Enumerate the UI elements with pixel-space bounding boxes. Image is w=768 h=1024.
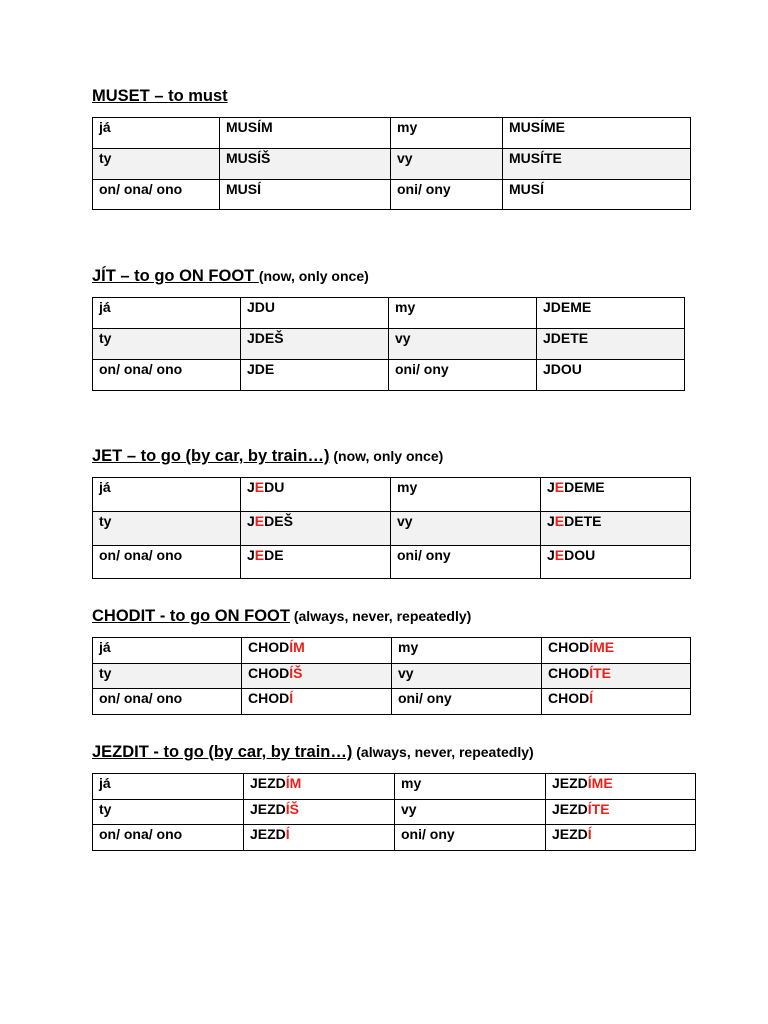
pronoun-cell: já bbox=[93, 118, 220, 149]
verb-form-cell: MUSÍŠ bbox=[220, 149, 391, 180]
ending-highlight: ÍTE bbox=[587, 801, 610, 817]
pronoun-cell: oni/ ony bbox=[391, 180, 503, 210]
verb-form-cell: CHODÍ bbox=[242, 689, 392, 715]
pronoun-cell: oni/ ony bbox=[392, 689, 542, 715]
pronoun-cell: on/ ona/ ono bbox=[93, 546, 241, 579]
stem-change-highlight: E bbox=[554, 547, 565, 563]
verb-form-cell: JDEŠ bbox=[241, 329, 389, 360]
verb-form-cell: JEDEŠ bbox=[241, 512, 391, 546]
verb-form-cell: MUSÍME bbox=[503, 118, 691, 149]
ending-highlight: Í bbox=[285, 826, 290, 842]
pronoun-cell: vy bbox=[392, 664, 542, 689]
pronoun-cell: oni/ ony bbox=[391, 546, 541, 579]
conjugation-table-muset bbox=[92, 117, 691, 210]
pronoun-cell: my bbox=[395, 774, 546, 800]
verb-title: CHODIT - to go ON FOOT bbox=[92, 607, 290, 625]
verb-form-cell: JEZDÍM bbox=[244, 774, 395, 800]
verb-form-cell: CHODÍŠ bbox=[242, 664, 392, 689]
verb-form-cell: MUSÍ bbox=[503, 180, 691, 210]
verb-form-cell: MUSÍ bbox=[220, 180, 391, 210]
verb-form-cell: JEZDÍ bbox=[546, 825, 696, 851]
pronoun-cell: my bbox=[389, 298, 537, 329]
pronoun-cell: ty bbox=[93, 664, 242, 689]
section-heading-jezdit bbox=[92, 743, 534, 762]
pronoun-cell: my bbox=[391, 118, 503, 149]
verb-note: (now, only once) bbox=[329, 448, 444, 464]
pronoun-cell: vy bbox=[389, 329, 537, 360]
conjugation-table-jet bbox=[92, 477, 691, 579]
verb-form-cell: JEDEME bbox=[541, 478, 691, 512]
pronoun-cell: ty bbox=[93, 149, 220, 180]
verb-form-cell: JEZDÍME bbox=[546, 774, 696, 800]
ending-highlight: ÍŠ bbox=[285, 801, 300, 817]
ending-highlight: ÍŠ bbox=[289, 665, 303, 681]
verb-form-cell: MUSÍTE bbox=[503, 149, 691, 180]
pronoun-cell: on/ ona/ ono bbox=[93, 180, 220, 210]
section-heading-muset bbox=[92, 87, 228, 106]
pronoun-cell: on/ ona/ ono bbox=[93, 360, 241, 391]
pronoun-cell: on/ ona/ ono bbox=[93, 689, 242, 715]
verb-title: JEZDIT - to go (by car, by train…) bbox=[92, 743, 353, 761]
verb-title: JÍT – to go ON FOOT bbox=[92, 267, 259, 285]
ending-highlight: ÍME bbox=[589, 639, 615, 655]
ending-highlight: ÍTE bbox=[589, 665, 612, 681]
pronoun-cell: ty bbox=[93, 800, 244, 825]
verb-note: (always, never, repeatedly) bbox=[352, 744, 534, 760]
section-heading-chodit bbox=[92, 607, 471, 626]
stem-change-highlight: E bbox=[254, 479, 265, 495]
verb-form-cell: JDEME bbox=[537, 298, 685, 329]
stem-change-highlight: E bbox=[554, 513, 565, 529]
pronoun-cell: vy bbox=[391, 512, 541, 546]
section-heading-jet bbox=[92, 447, 443, 466]
ending-highlight: Í bbox=[589, 690, 594, 706]
stem-change-highlight: E bbox=[554, 479, 565, 495]
pronoun-cell: oni/ ony bbox=[395, 825, 546, 851]
ending-highlight: Í bbox=[289, 690, 294, 706]
verb-form-cell: MUSÍM bbox=[220, 118, 391, 149]
pronoun-cell: on/ ona/ ono bbox=[93, 825, 244, 851]
verb-form-cell: JDETE bbox=[537, 329, 685, 360]
conjugation-table-jezdit bbox=[92, 773, 696, 851]
pronoun-cell: já bbox=[93, 478, 241, 512]
pronoun-cell: já bbox=[93, 298, 241, 329]
conjugation-table-chodit bbox=[92, 637, 691, 715]
ending-highlight: Í bbox=[587, 826, 592, 842]
pronoun-cell: vy bbox=[391, 149, 503, 180]
ending-highlight: ÍM bbox=[289, 639, 305, 655]
verb-form-cell: CHODÍME bbox=[542, 638, 691, 664]
stem-change-highlight: E bbox=[254, 547, 265, 563]
pronoun-cell: ty bbox=[93, 512, 241, 546]
verb-form-cell: JEDOU bbox=[541, 546, 691, 579]
verb-form-cell: JDE bbox=[241, 360, 389, 391]
pronoun-cell: my bbox=[391, 478, 541, 512]
verb-note: (now, only once) bbox=[258, 268, 369, 284]
verb-form-cell: JEZDÍTE bbox=[546, 800, 696, 825]
stem-change-highlight: E bbox=[254, 513, 265, 529]
verb-form-cell: JDOU bbox=[537, 360, 685, 391]
verb-form-cell: JEDU bbox=[241, 478, 391, 512]
verb-form-cell: JEDE bbox=[241, 546, 391, 579]
pronoun-cell: vy bbox=[395, 800, 546, 825]
pronoun-cell: já bbox=[93, 638, 242, 664]
verb-note: (always, never, repeatedly) bbox=[289, 608, 472, 624]
verb-form-cell: JEZDÍ bbox=[244, 825, 395, 851]
pronoun-cell: oni/ ony bbox=[389, 360, 537, 391]
pronoun-cell: my bbox=[392, 638, 542, 664]
verb-form-cell: JDU bbox=[241, 298, 389, 329]
conjugation-table-jit bbox=[92, 297, 685, 391]
verb-form-cell: CHODÍM bbox=[242, 638, 392, 664]
verb-form-cell: JEDETE bbox=[541, 512, 691, 546]
verb-form-cell: CHODÍTE bbox=[542, 664, 691, 689]
pronoun-cell: ty bbox=[93, 329, 241, 360]
pronoun-cell: já bbox=[93, 774, 244, 800]
ending-highlight: ÍM bbox=[285, 775, 302, 791]
section-heading-jit bbox=[92, 267, 369, 286]
ending-highlight: ÍME bbox=[587, 775, 613, 791]
verb-title: MUSET – to must bbox=[92, 87, 228, 105]
verb-form-cell: JEZDÍŠ bbox=[244, 800, 395, 825]
verb-title: JET – to go (by car, by train…) bbox=[92, 447, 330, 465]
verb-form-cell: CHODÍ bbox=[542, 689, 691, 715]
